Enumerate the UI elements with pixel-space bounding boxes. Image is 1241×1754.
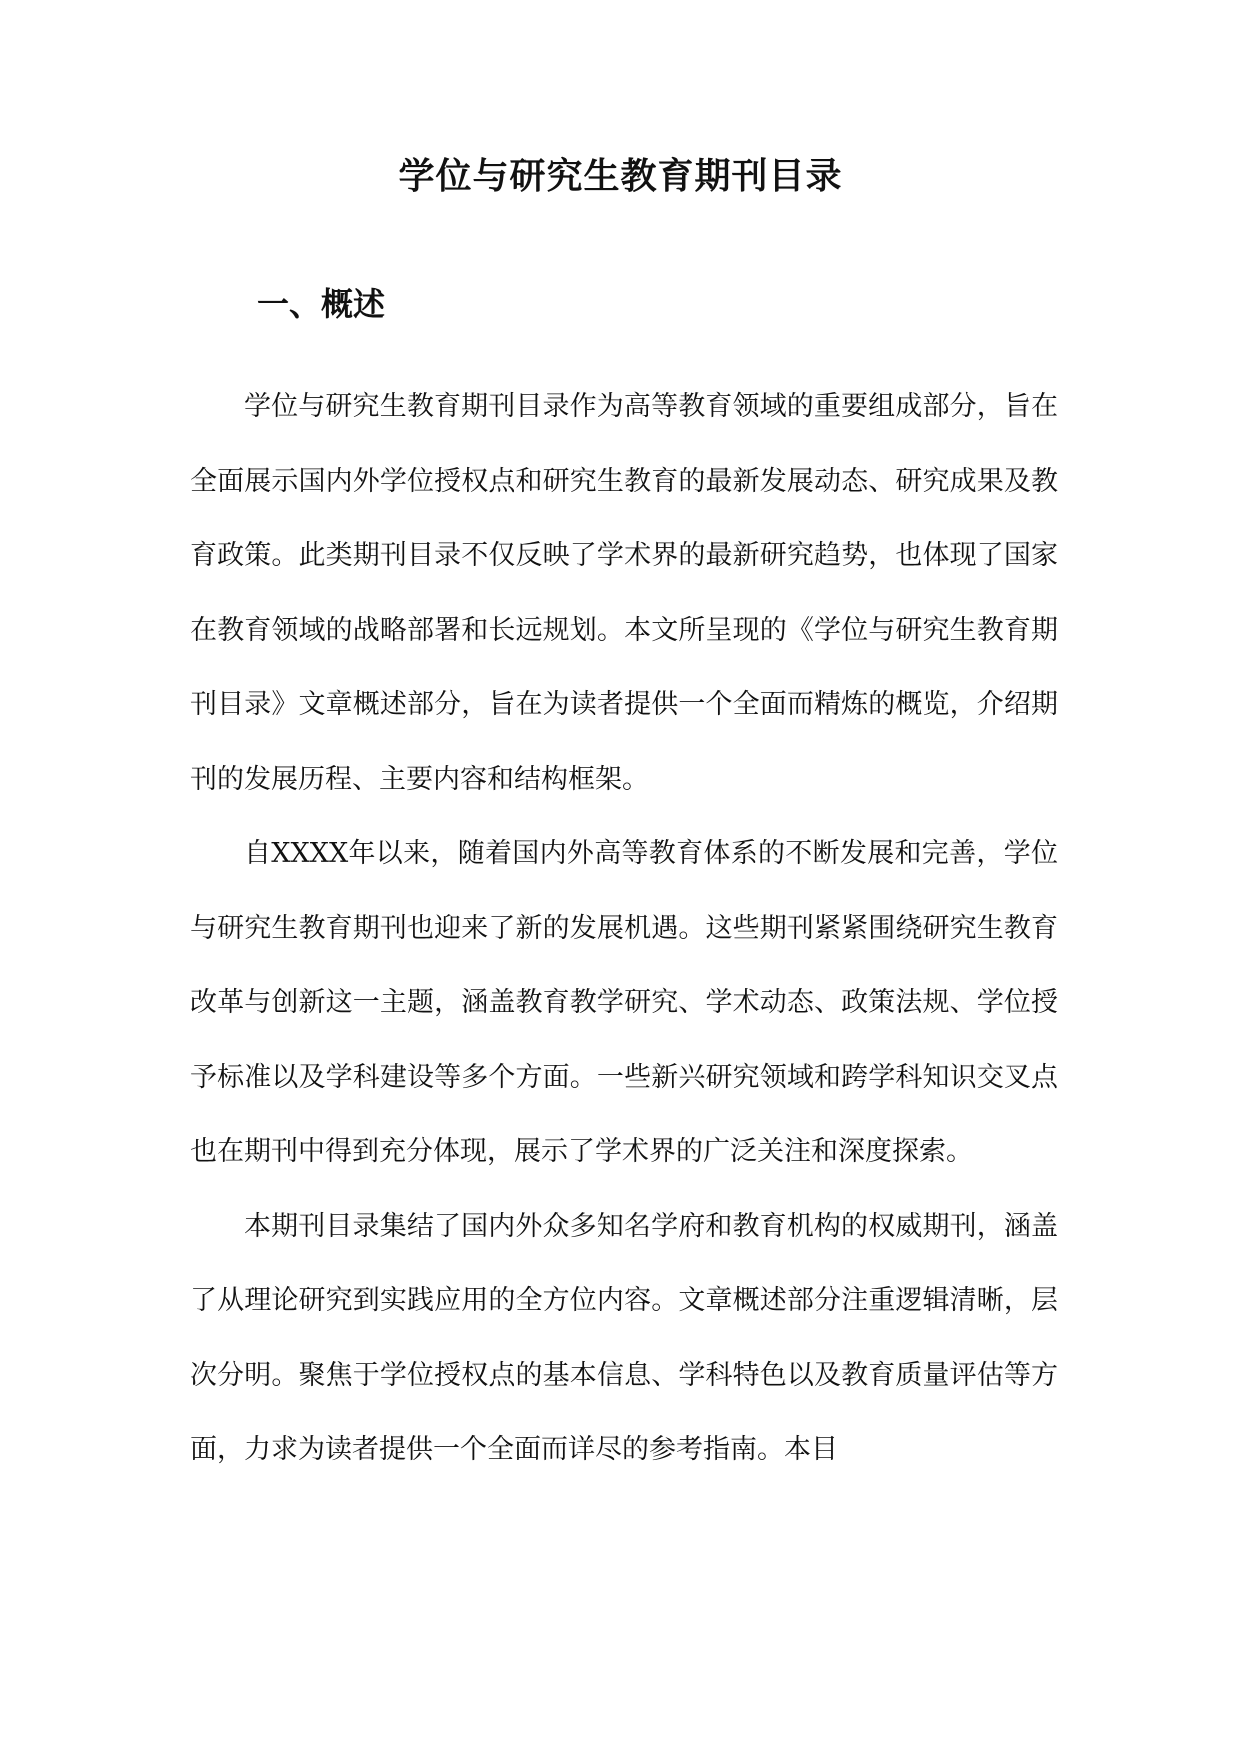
document-title: 学位与研究生教育期刊目录 bbox=[398, 155, 843, 197]
paragraph: 学位与研究生教育期刊目录作为高等教育领域的重要组成部分，旨在全面展示国内外学位授权点和研究生教育的最新发展动态、研究成果及教育政策。此类期刊目录不仅反映了学术界的最新研究趋势，也体现了国家在教育领域的战略部署和长远规划。本文所呈现的《学位与研究生教育期刊目录》文章概述部分，旨在为读者提供一个全面而精炼的概览，介绍期刊的发展历程、主要内容和结构框架。 bbox=[190, 391, 1058, 795]
paragraph: 自XXXX年以来，随着国内外高等教育体系的不断发展和完善，学位与研究生教育期刊也迎来了新的发展机遇。这些期刊紧紧围绕研究生教育改革与创新这一主题，涵盖教育教学研究、学术动态、政策法规、学位授予标准以及学科建设等多个方面。一些新兴研究领域和跨学科知识交叉点也在期刊中得到充分体现，展示了学术界的广泛关注和深度探索。 bbox=[190, 838, 1058, 1167]
paragraph: 本期刊目录集结了国内外众多知名学府和教育机构的权威期刊，涵盖了从理论研究到实践应用的全方位内容。文章概述部分注重逻辑清晰，层次分明。聚焦于学位授权点的基本信息、学科特色以及教育质量评估等方面，力求为读者提供一个全面而详尽的参考指南。本目 bbox=[190, 1210, 1058, 1465]
section-heading-overview: 一、概述 bbox=[257, 285, 386, 323]
body-text bbox=[190, 370, 1058, 1488]
